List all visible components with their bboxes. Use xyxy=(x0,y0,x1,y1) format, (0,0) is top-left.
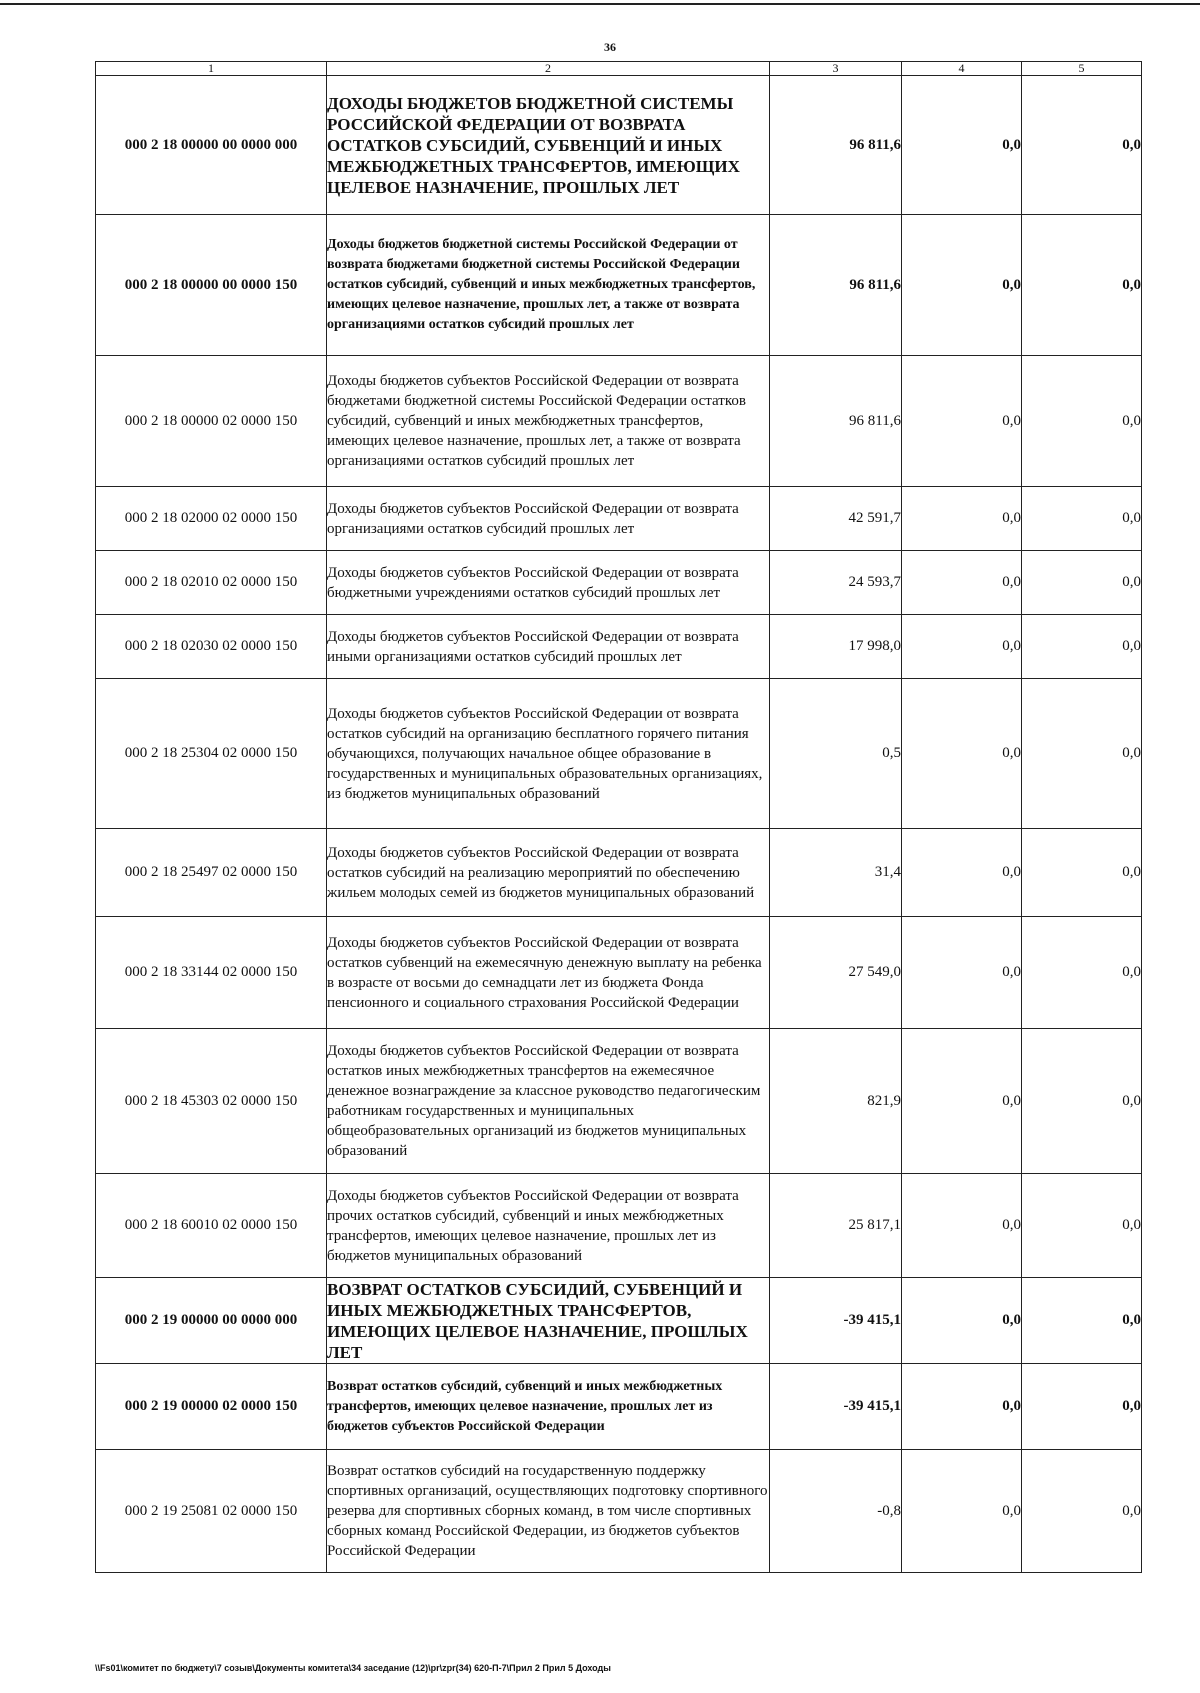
value-col5-cell: 0,0 xyxy=(1022,829,1142,917)
table-row xyxy=(96,76,1142,215)
value-col4-cell: 0,0 xyxy=(902,1364,1022,1450)
table-row xyxy=(96,1364,1142,1450)
description-cell: Доходы бюджетов субъектов Российской Федерации от возврата прочих остатков субсидий, субвенций и иных межбюджетных трансфертов, имеющих целевое назначение, прошлых лет из бюджетов муниципальных образований xyxy=(327,1174,770,1278)
value-col5-cell: 0,0 xyxy=(1022,679,1142,829)
budget-table xyxy=(95,61,1142,1573)
value-col5-cell: 0,0 xyxy=(1022,215,1142,356)
table-row xyxy=(96,1278,1142,1364)
value-col4-cell: 0,0 xyxy=(902,1174,1022,1278)
description-cell: ДОХОДЫ БЮДЖЕТОВ БЮДЖЕТНОЙ СИСТЕМЫ РОССИЙСКОЙ ФЕДЕРАЦИИ ОТ ВОЗВРАТА ОСТАТКОВ СУБСИДИЙ, СУБВЕНЦИЙ И ИНЫХ МЕЖБЮДЖЕТНЫХ ТРАНСФЕРТОВ, ИМЕЮЩИХ ЦЕЛЕВОЕ НАЗНАЧЕНИЕ, ПРОШЛЫХ ЛЕТ xyxy=(327,76,770,215)
value-col3-cell: 96 811,6 xyxy=(770,76,902,215)
budget-code-cell: 000 2 18 25497 02 0000 150 xyxy=(96,829,327,917)
value-col5-cell: 0,0 xyxy=(1022,356,1142,487)
value-col3-cell: 31,4 xyxy=(770,829,902,917)
column-header: 2 xyxy=(327,62,770,76)
budget-code-cell: 000 2 18 45303 02 0000 150 xyxy=(96,1029,327,1174)
budget-code-cell: 000 2 18 00000 00 0000 150 xyxy=(96,215,327,356)
value-col3-cell: -39 415,1 xyxy=(770,1278,902,1364)
description-cell: Доходы бюджетов субъектов Российской Федерации от возврата остатков субвенций на ежемесячную денежную выплату на ребенка в возрасте от восьми до семнадцати лет из бюджета Фонда пенсионного и социального страхования Российской Федерации xyxy=(327,917,770,1029)
value-col4-cell: 0,0 xyxy=(902,1029,1022,1174)
value-col5-cell: 0,0 xyxy=(1022,1450,1142,1573)
budget-code-cell: 000 2 18 02010 02 0000 150 xyxy=(96,551,327,615)
value-col3-cell: 42 591,7 xyxy=(770,487,902,551)
budget-code-cell: 000 2 18 60010 02 0000 150 xyxy=(96,1174,327,1278)
column-header: 4 xyxy=(902,62,1022,76)
column-header: 3 xyxy=(770,62,902,76)
description-cell: Доходы бюджетов субъектов Российской Федерации от возврата иными организациями остатков субсидий прошлых лет xyxy=(327,615,770,679)
description-cell: ВОЗВРАТ ОСТАТКОВ СУБСИДИЙ, СУБВЕНЦИЙ И ИНЫХ МЕЖБЮДЖЕТНЫХ ТРАНСФЕРТОВ, ИМЕЮЩИХ ЦЕЛЕВОЕ НАЗНАЧЕНИЕ, ПРОШЛЫХ ЛЕТ xyxy=(327,1278,770,1364)
description-cell: Доходы бюджетов бюджетной системы Российской Федерации от возврата бюджетами бюджетной системы Российской Федерации остатков субсидий, субвенций и иных межбюджетных трансфертов, имеющих целевое назначение, прошлых лет, а также от возврата организациями остатков субсидий прошлых лет xyxy=(327,215,770,356)
value-col3-cell: 0,5 xyxy=(770,679,902,829)
budget-code-cell: 000 2 18 02000 02 0000 150 xyxy=(96,487,327,551)
budget-code-cell: 000 2 18 00000 00 0000 000 xyxy=(96,76,327,215)
value-col4-cell: 0,0 xyxy=(902,215,1022,356)
value-col4-cell: 0,0 xyxy=(902,76,1022,215)
table-row xyxy=(96,551,1142,615)
value-col5-cell: 0,0 xyxy=(1022,1029,1142,1174)
table-row xyxy=(96,1174,1142,1278)
value-col4-cell: 0,0 xyxy=(902,615,1022,679)
value-col5-cell: 0,0 xyxy=(1022,1278,1142,1364)
value-col5-cell: 0,0 xyxy=(1022,551,1142,615)
value-col3-cell: 96 811,6 xyxy=(770,356,902,487)
value-col5-cell: 0,0 xyxy=(1022,487,1142,551)
value-col4-cell: 0,0 xyxy=(902,1450,1022,1573)
budget-code-cell: 000 2 18 25304 02 0000 150 xyxy=(96,679,327,829)
value-col5-cell: 0,0 xyxy=(1022,1364,1142,1450)
budget-code-cell: 000 2 18 33144 02 0000 150 xyxy=(96,917,327,1029)
value-col4-cell: 0,0 xyxy=(902,356,1022,487)
page-number: 36 xyxy=(604,40,616,54)
table-row xyxy=(96,1029,1142,1174)
table-row xyxy=(96,487,1142,551)
table-row xyxy=(96,679,1142,829)
value-col4-cell: 0,0 xyxy=(902,551,1022,615)
description-cell: Доходы бюджетов субъектов Российской Федерации от возврата остатков иных межбюджетных трансфертов на ежемесячное денежное вознаграждение за классное руководство педагогическим работникам государственных и муниципальных общеобразовательных организаций из бюджетов муниципальных образований xyxy=(327,1029,770,1174)
value-col5-cell: 0,0 xyxy=(1022,615,1142,679)
description-cell: Доходы бюджетов субъектов Российской Федерации от возврата бюджетными учреждениями остатков субсидий прошлых лет xyxy=(327,551,770,615)
description-cell: Возврат остатков субсидий, субвенций и иных межбюджетных трансфертов, имеющих целевое назначение, прошлых лет из бюджетов субъектов Российской Федерации xyxy=(327,1364,770,1450)
value-col5-cell: 0,0 xyxy=(1022,917,1142,1029)
footer-file-path: \\Fs01\комитет по бюджету\7 созыв\Документы комитета\34 заседание (12)\pr\zpr(34) 620-П-7\Прил 2 Прил 5 Доходы xyxy=(95,1663,611,1673)
budget-code-cell: 000 2 18 02030 02 0000 150 xyxy=(96,615,327,679)
column-header: 1 xyxy=(96,62,327,76)
table-row xyxy=(96,1450,1142,1573)
value-col3-cell: 25 817,1 xyxy=(770,1174,902,1278)
budget-code-cell: 000 2 19 00000 02 0000 150 xyxy=(96,1364,327,1450)
column-number-row xyxy=(96,62,1142,76)
table-row xyxy=(96,215,1142,356)
value-col5-cell: 0,0 xyxy=(1022,76,1142,215)
description-cell: Доходы бюджетов субъектов Российской Федерации от возврата бюджетами бюджетной системы Российской Федерации остатков субсидий, субвенций и иных межбюджетных трансфертов, имеющих целевое назначение, прошлых лет, а также от возврата организациями остатков субсидий прошлых лет xyxy=(327,356,770,487)
value-col4-cell: 0,0 xyxy=(902,679,1022,829)
value-col4-cell: 0,0 xyxy=(902,1278,1022,1364)
top-rule xyxy=(0,3,1200,5)
budget-code-cell: 000 2 19 25081 02 0000 150 xyxy=(96,1450,327,1573)
value-col3-cell: 821,9 xyxy=(770,1029,902,1174)
value-col4-cell: 0,0 xyxy=(902,487,1022,551)
value-col3-cell: 96 811,6 xyxy=(770,215,902,356)
table-row xyxy=(96,615,1142,679)
value-col3-cell: -0,8 xyxy=(770,1450,902,1573)
table-row xyxy=(96,829,1142,917)
description-cell: Доходы бюджетов субъектов Российской Федерации от возврата остатков субсидий на организацию бесплатного горячего питания обучающихся, получающих начальное общее образование в государственных и муниципальных образовательных организациях, из бюджетов муниципальных образований xyxy=(327,679,770,829)
value-col4-cell: 0,0 xyxy=(902,917,1022,1029)
table-row xyxy=(96,917,1142,1029)
table-row xyxy=(96,356,1142,487)
value-col3-cell: 24 593,7 xyxy=(770,551,902,615)
column-header: 5 xyxy=(1022,62,1142,76)
value-col3-cell: -39 415,1 xyxy=(770,1364,902,1450)
description-cell: Доходы бюджетов субъектов Российской Федерации от возврата остатков субсидий на реализацию мероприятий по обеспечению жильем молодых семей из бюджетов муниципальных образований xyxy=(327,829,770,917)
description-cell: Возврат остатков субсидий на государственную поддержку спортивных организаций, осуществляющих подготовку спортивного резерва для спортивных сборных команд, в том числе спортивных сборных команд Российской Федерации, из бюджетов субъектов Российской Федерации xyxy=(327,1450,770,1573)
value-col5-cell: 0,0 xyxy=(1022,1174,1142,1278)
value-col3-cell: 17 998,0 xyxy=(770,615,902,679)
description-cell: Доходы бюджетов субъектов Российской Федерации от возврата организациями остатков субсидий прошлых лет xyxy=(327,487,770,551)
value-col3-cell: 27 549,0 xyxy=(770,917,902,1029)
budget-code-cell: 000 2 19 00000 00 0000 000 xyxy=(96,1278,327,1364)
value-col4-cell: 0,0 xyxy=(902,829,1022,917)
budget-code-cell: 000 2 18 00000 02 0000 150 xyxy=(96,356,327,487)
